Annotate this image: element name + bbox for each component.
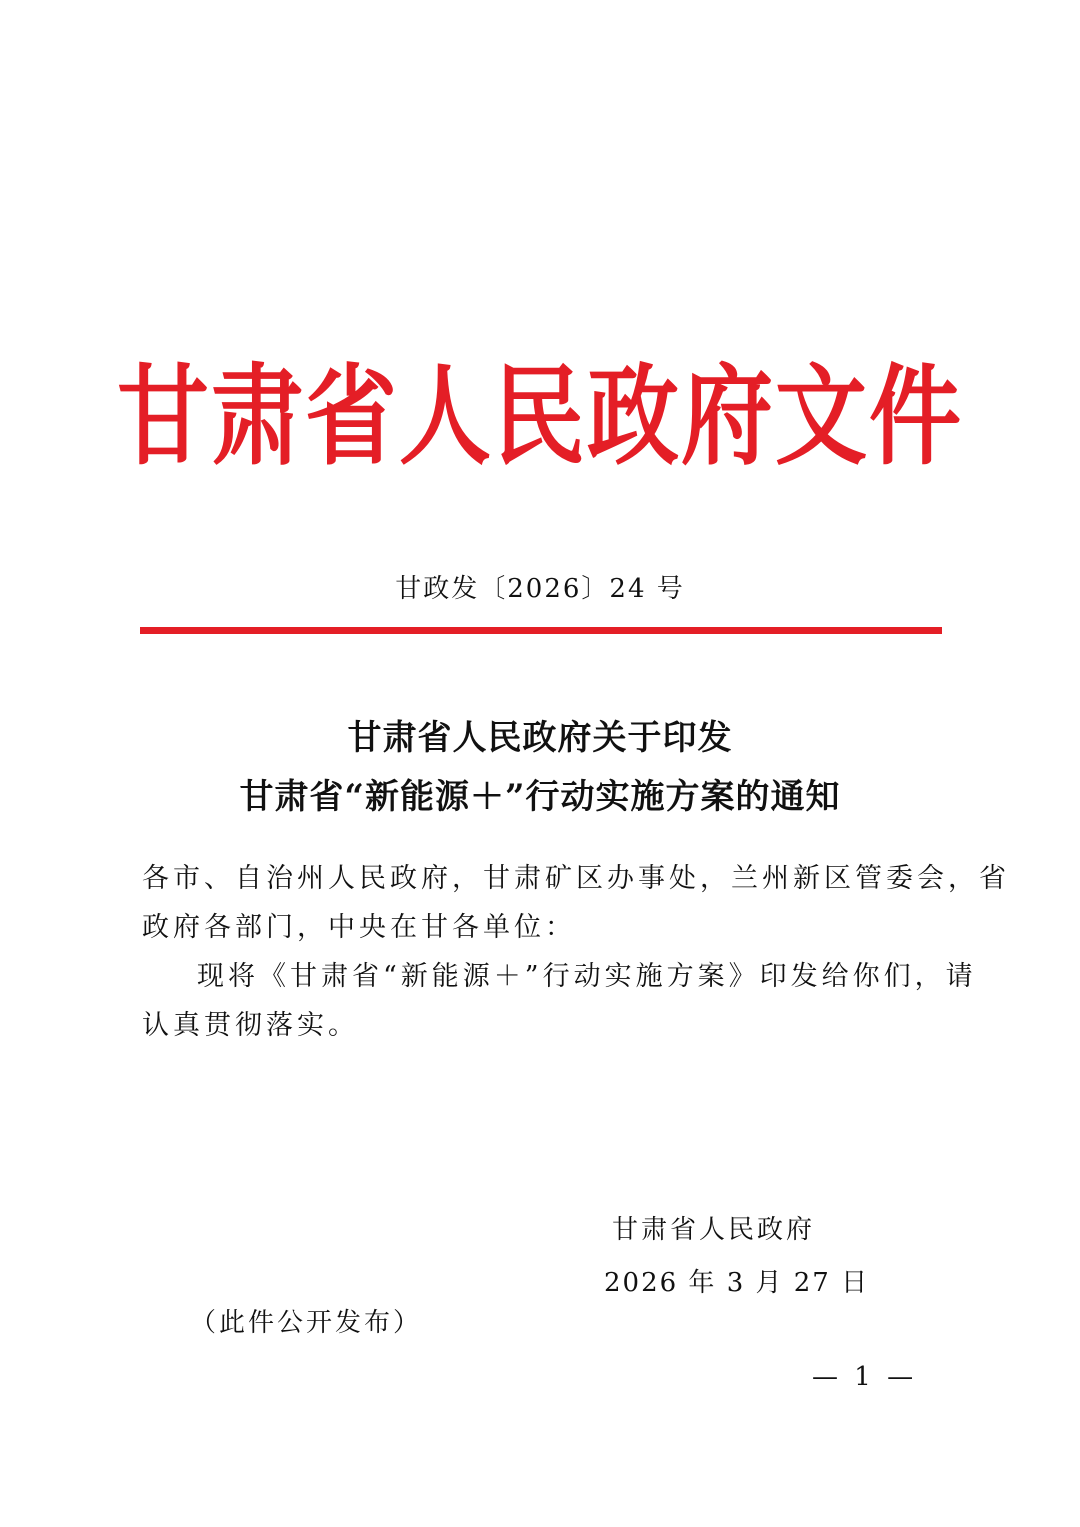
issue-date: 2026 年 3 月 27 日 [604,1268,870,1298]
body-paragraph-line-1: 现将《甘肃省“新能源＋”行动实施方案》印发给你们，请 [197,961,977,992]
issuer-signature: 甘肃省人民政府 [612,1215,816,1245]
notice-title-line-1: 甘肃省人民政府关于印发 [347,718,733,758]
body-paragraph-line-2: 认真贯彻落实。 [142,1010,359,1041]
masthead-title: 甘肃省人民政府文件 [116,352,963,480]
recipients-line-1: 各市、自治州人民政府，甘肃矿区办事处，兰州新区管委会，省 [142,863,1010,894]
notice-title-line-2: 甘肃省“新能源＋”行动实施方案的通知 [239,777,841,817]
recipients-line-2: 政府各部门，中央在甘各单位： [142,912,576,943]
document-number: 甘政发〔2026〕24 号 [395,574,685,604]
public-release-note: （此件公开发布） [190,1308,423,1338]
page-number: — 1 — [812,1362,918,1392]
red-divider [140,627,942,634]
